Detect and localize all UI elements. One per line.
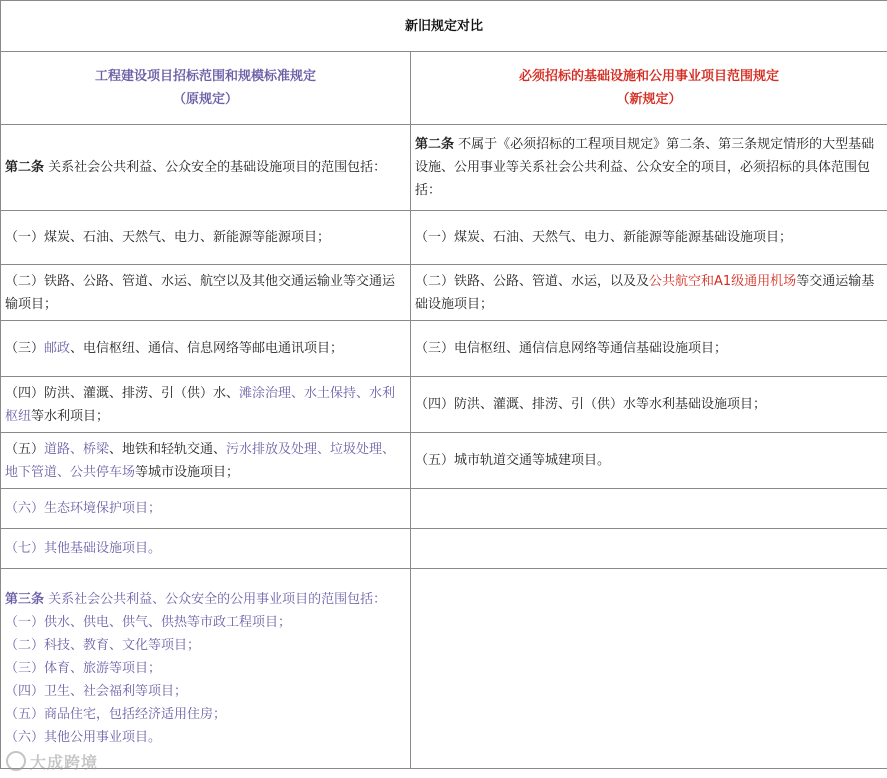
article-3-item: （二）科技、教育、文化等项目； (5, 638, 201, 653)
item-text: 等交通运输基础设施项目； (415, 273, 875, 312)
article-3-item: （一）供水、供电、供气、供热等市政工程项目； (5, 615, 292, 630)
article-3-item: （四）卫生、社会福利等项目； (5, 684, 188, 699)
old-item-6: （六）生态环境保护项目； (1, 489, 411, 529)
article-3-item: （五）商品住宅，包括经济适用住房； (5, 707, 227, 722)
table-row (1, 569, 887, 769)
table-row (1, 489, 887, 529)
old-rules-title: 工程建设项目招标范围和规模标准规定 (94, 69, 316, 84)
title-row (1, 1, 887, 52)
table-row (1, 321, 887, 377)
table-row (1, 211, 887, 265)
old-item-2: （二）铁路、公路、管道、水运、航空以及其他交通运输业等交通运输项目； (1, 265, 411, 321)
empty-cell (411, 529, 887, 569)
table-row (1, 433, 887, 489)
old-highlight-text: 滩涂治理、水土保持、水利枢纽 (5, 385, 396, 424)
item-text: （五） (5, 441, 45, 457)
article-3-item: （六）其他公用事业项目。 (5, 730, 162, 745)
table-row (1, 265, 887, 321)
new-rules-subtitle: （新规定） (616, 92, 682, 107)
item-text: （二）铁路、公路、管道、水运，以及及 (415, 273, 650, 289)
watermark-logo-icon (6, 751, 26, 771)
article-3-item: （三）体育、旅游等项目； (5, 661, 162, 676)
old-highlight-text: 污水排放及处理、垃圾处理、地下管道、公共停车场 (5, 441, 396, 480)
item-text: 、电信枢纽、通信、信息网络等邮电通讯项目； (70, 341, 344, 356)
article-label: 第三条 (5, 592, 45, 607)
old-highlight-text: 邮政 (44, 341, 71, 356)
item-text: （四）防洪、灌溉、排涝、引（供）水、 (5, 385, 240, 401)
old-highlight-text: 道路、桥梁 (44, 441, 110, 457)
table-title: 新旧规定对比 (1, 1, 887, 52)
article-text: 关系社会公共利益、公众安全的基础设施项目的范围包括： (44, 160, 387, 175)
item-text: 等水利项目； (31, 408, 110, 424)
old-item-3 (1, 321, 411, 377)
article-text: 关系社会公共利益、公众安全的公用事业项目的范围包括： (44, 592, 387, 607)
old-article-3 (1, 569, 411, 769)
empty-cell (411, 569, 887, 769)
old-rules-header (1, 52, 411, 125)
watermark (6, 750, 98, 773)
new-item-2 (411, 265, 887, 321)
item-text: 、地铁和轻轨交通、 (109, 441, 227, 457)
article-text: 不属于《必须招标的工程项目规定》第二条、第三条规定情形的大型基础设施、公用事业等关系社会公共利益、公众安全的项目，必须招标的具体范围包括： (415, 137, 875, 198)
article-3-heading (5, 588, 406, 611)
old-article-2 (1, 125, 411, 211)
table-row (1, 377, 887, 433)
new-highlight-text: 公共航空和A1级通用机场 (649, 273, 797, 289)
article-label: 第二条 (5, 160, 45, 175)
new-item-4: （四）防洪、灌溉、排涝、引（供）水等水利基础设施项目； (411, 377, 887, 433)
old-rules-subtitle: （原规定） (172, 92, 238, 107)
old-item-4 (1, 377, 411, 433)
empty-cell (411, 489, 887, 529)
old-item-7: （七）其他基础设施项目。 (1, 529, 411, 569)
table-row (1, 125, 887, 211)
item-text: （三） (5, 341, 45, 356)
watermark-text: 大成跨境 (30, 753, 99, 772)
item-text: 等城市设施项目； (135, 464, 240, 480)
old-item-1: （一）煤炭、石油、天然气、电力、新能源等能源项目； (1, 211, 411, 265)
new-item-5: （五）城市轨道交通等城建项目。 (411, 433, 887, 489)
new-item-3: （三）电信枢纽、通信信息网络等通信基础设施项目； (411, 321, 887, 377)
new-item-1: （一）煤炭、石油、天然气、电力、新能源等能源基础设施项目； (411, 211, 887, 265)
header-row (1, 52, 887, 125)
article-label: 第二条 (415, 137, 455, 152)
new-rules-title: 必须招标的基础设施和公用事业项目范围规定 (519, 69, 780, 84)
table-row (1, 529, 887, 569)
new-rules-header (411, 52, 887, 125)
new-article-2 (411, 125, 887, 211)
old-item-5 (1, 433, 411, 489)
